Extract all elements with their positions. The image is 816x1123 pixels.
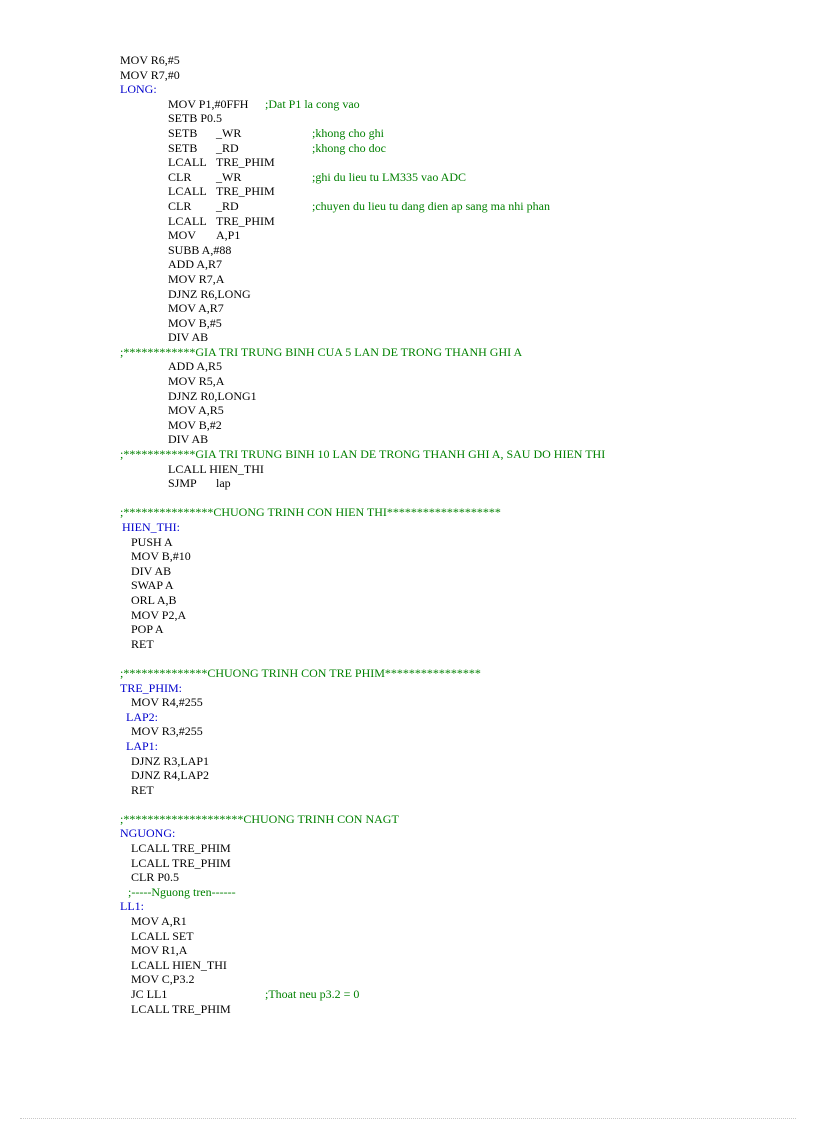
code-line [0,870,816,885]
instruction: DIV AB [168,330,209,345]
code-line [0,695,816,710]
comment: ;Thoat neu p3.2 = 0 [265,987,360,1001]
comment: ;********************CHUONG TRINH CON NAGT [120,811,399,826]
comment: ;************GIA TRI TRUNG BINH CUA 5 LAN DE TRONG THANH GHI A [120,344,523,359]
label: HIEN_THI: [122,520,180,534]
instruction: RET [131,782,154,797]
instruction: MOV B,#10 [131,549,191,564]
instruction: ORL A,B [131,592,177,607]
instruction: DIV AB [131,563,172,578]
comment: ;***************CHUONG TRINH CON HIEN THI******************* [120,505,501,520]
code-line [0,520,816,535]
mnemonic: CLR [168,198,192,213]
code-line [0,1002,816,1017]
code-line [0,287,816,302]
code-line [0,578,816,593]
code-line [0,301,816,316]
comment: ;Dat P1 la cong vao [265,96,360,111]
instruction: LCALL SET [131,928,194,943]
instruction: MOV A,R1 [131,914,187,929]
operand: _WR [216,125,242,140]
code-line [0,505,816,520]
instruction: SWAP A [131,578,174,593]
comment: ;chuyen du lieu tu dang dien ap sang ma nhi phan [312,198,550,213]
label: LONG: [120,82,157,97]
code-line [0,389,816,404]
instruction: MOV R7,A [168,271,225,286]
code-line [0,447,816,462]
instruction: MOV A,R5 [168,403,224,418]
code-line [0,929,816,944]
comment: ;-----Nguong tren------ [128,884,236,899]
code-line [0,681,816,696]
code-line [0,155,816,170]
code-line [0,564,816,579]
code-line [0,608,816,623]
instruction: POP A [131,622,164,637]
code-line [0,593,816,608]
instruction: CLR P0.5 [131,870,180,885]
code-line [0,432,816,447]
label: LAP1: [126,738,159,753]
operand: TRE_PHIM [216,213,275,228]
blank-line [0,651,816,666]
instruction: SUBB A,#88 [168,242,232,257]
comment: ;khong cho ghi [312,125,384,140]
code-line [0,82,816,97]
operand: TRE_PHIM [216,184,275,199]
code-line [0,374,816,389]
instruction: DJNZ R4,LAP2 [131,768,210,783]
code-line [0,885,816,900]
instruction: JC LL1 [131,987,168,1001]
label: NGUONG: [120,826,176,841]
instruction: MOV C,P3.2 [131,972,195,987]
code-line [0,243,816,258]
code-line [0,754,816,769]
blank-line [0,491,816,506]
code-line [0,418,816,433]
label: TRE_PHIM: [120,680,183,695]
instruction: ADD A,R5 [168,359,223,374]
code-line [0,170,816,185]
instruction: ADD A,R7 [168,257,223,272]
code-line [0,899,816,914]
code-line [0,184,816,199]
instruction: DJNZ R3,LAP1 [131,753,210,768]
operand: _RD [216,198,239,213]
instruction: DIV AB [168,432,209,447]
code-line [0,768,816,783]
code-line [0,272,816,287]
code-line [0,97,816,112]
code-line [0,476,816,491]
comment: ;**************CHUONG TRINH CON TRE PHIM**************** [120,665,481,680]
instruction: RET [131,636,154,651]
instruction: MOV B,#2 [168,417,222,432]
mnemonic: SETB [168,125,198,140]
operand: A,P1 [216,228,241,243]
code-line [0,403,816,418]
comment: ;ghi du lieu tu LM335 vao ADC [312,169,466,184]
label: LAP2: [126,709,159,724]
code-line [0,345,816,360]
mnemonic: CLR [168,169,192,184]
code-line [0,359,816,374]
page-bottom-rule [20,1118,796,1119]
instruction: LCALL HIEN_THI [131,957,227,972]
instruction: MOV A,R7 [168,301,224,316]
code-line [0,783,816,798]
code-line [0,228,816,243]
instruction: DJNZ R0,LONG1 [168,388,257,403]
instruction: DJNZ R6,LONG [168,286,251,301]
instruction: MOV R3,#255 [131,724,203,739]
code-line [0,257,816,272]
code-line [0,987,816,1002]
instruction: PUSH A [131,534,173,549]
code-line [0,943,816,958]
code-listing [0,53,816,1016]
instruction: MOV R1,A [131,943,188,958]
instruction: MOV P2,A [131,607,187,622]
code-line [0,316,816,331]
instruction: MOV P1,#0FFH [168,96,249,111]
code-line [0,535,816,550]
operand: _WR [216,169,242,184]
code-line [0,622,816,637]
code-line [0,724,816,739]
code-line [0,972,816,987]
code-line [0,549,816,564]
operand: _RD [216,140,239,155]
code-line [0,841,816,856]
label: LL1: [120,899,144,914]
code-line [0,126,816,141]
code-line [0,914,816,929]
code-line [0,53,816,68]
code-line [0,739,816,754]
instruction: MOV R6,#5 [120,53,180,67]
mnemonic: SETB [168,140,198,155]
code-line [0,462,816,477]
instruction: MOV B,#5 [168,315,222,330]
mnemonic: SJMP [168,476,197,491]
operand: lap [216,476,231,491]
instruction: LCALL TRE_PHIM [131,855,231,870]
code-line [0,111,816,126]
instruction: MOV R7,#0 [120,67,180,82]
code-line [0,330,816,345]
instruction: LCALL HIEN_THI [168,461,264,476]
instruction: LCALL TRE_PHIM [131,1001,231,1016]
comment: ;khong cho doc [312,140,386,155]
code-line [0,812,816,827]
code-line [0,141,816,156]
code-line [0,199,816,214]
code-line [0,637,816,652]
code-line [0,68,816,83]
comment: ;************GIA TRI TRUNG BINH 10 LAN DE TRONG THANH GHI A, SAU DO HIEN THI [120,447,606,462]
mnemonic: LCALL [168,184,207,199]
mnemonic: LCALL [168,155,207,170]
blank-line [0,797,816,812]
code-line [0,710,816,725]
code-line [0,958,816,973]
mnemonic: LCALL [168,213,207,228]
code-line [0,666,816,681]
instruction: LCALL TRE_PHIM [131,841,231,856]
code-line [0,214,816,229]
operand: TRE_PHIM [216,155,275,170]
code-line [0,856,816,871]
instruction: MOV R4,#255 [131,695,203,710]
instruction: SETB P0.5 [168,111,223,126]
mnemonic: MOV [168,228,197,243]
instruction: MOV R5,A [168,374,225,389]
code-line [0,826,816,841]
